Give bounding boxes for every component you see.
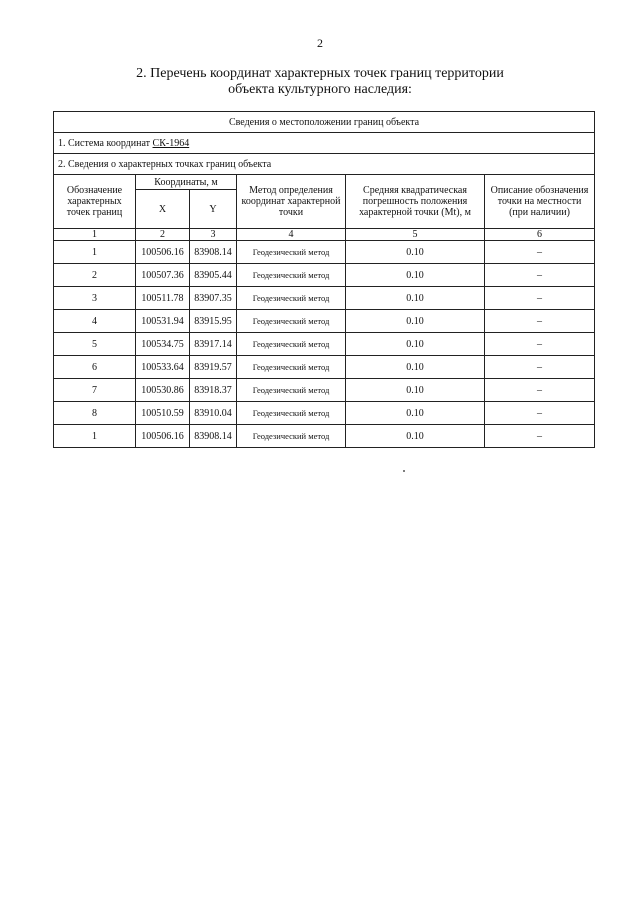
method-cell: Геодезический метод: [237, 264, 346, 287]
accuracy-cell: 0.10: [346, 241, 485, 264]
x-cell: 100533.64: [136, 356, 190, 379]
description-cell: –: [485, 310, 595, 333]
accuracy-cell: 0.10: [346, 310, 485, 333]
table-row: [54, 264, 595, 287]
accuracy-cell: 0.10: [346, 287, 485, 310]
x-cell: 100534.75: [136, 333, 190, 356]
section-header-row: [54, 112, 595, 133]
y-cell: 83917.14: [190, 333, 237, 356]
header-row-1: [54, 175, 595, 190]
column-number: 6: [485, 229, 595, 241]
table-row: [54, 333, 595, 356]
table-row: [54, 402, 595, 425]
description-cell: –: [485, 402, 595, 425]
point-cell: 6: [54, 356, 136, 379]
header-accuracy: Средняя квадратическая погрешность положения характерной точки (Mt), м: [346, 175, 485, 229]
y-cell: 83907.35: [190, 287, 237, 310]
accuracy-cell: 0.10: [346, 264, 485, 287]
x-cell: 100506.16: [136, 425, 190, 448]
y-cell: 83919.57: [190, 356, 237, 379]
point-cell: 7: [54, 379, 136, 402]
y-cell: 83915.95: [190, 310, 237, 333]
header-y: Y: [190, 190, 237, 229]
x-cell: 100506.16: [136, 241, 190, 264]
method-cell: Геодезический метод: [237, 402, 346, 425]
header-designation: Обозначение характерных точек границ: [54, 175, 136, 229]
accuracy-cell: 0.10: [346, 425, 485, 448]
header-description: Описание обозначения точки на местности (при наличии): [485, 175, 595, 229]
coord-system-row: [54, 133, 595, 154]
method-cell: Геодезический метод: [237, 425, 346, 448]
x-cell: 100507.36: [136, 264, 190, 287]
point-cell: 3: [54, 287, 136, 310]
method-cell: Геодезический метод: [237, 287, 346, 310]
title-line-2: объекта культурного наследия:: [228, 82, 412, 97]
y-cell: 83908.14: [190, 425, 237, 448]
coord-system-prefix: 1. Система координат: [58, 137, 153, 149]
point-cell: 1: [54, 425, 136, 448]
x-cell: 100530.86: [136, 379, 190, 402]
column-number: 4: [237, 229, 346, 241]
header-method: Метод определения координат характерной точки: [237, 175, 346, 229]
method-cell: Геодезический метод: [237, 333, 346, 356]
description-cell: –: [485, 264, 595, 287]
page-number: 2: [317, 36, 323, 50]
x-cell: 100511.78: [136, 287, 190, 310]
table-row: [54, 310, 595, 333]
coord-system-cell: [54, 133, 595, 154]
column-number: 1: [54, 229, 136, 241]
method-cell: Геодезический метод: [237, 310, 346, 333]
accuracy-cell: 0.10: [346, 356, 485, 379]
method-cell: Геодезический метод: [237, 241, 346, 264]
point-cell: 1: [54, 241, 136, 264]
description-cell: –: [485, 287, 595, 310]
table-row: [54, 241, 595, 264]
section-header: Сведения о местоположении границ объекта: [54, 112, 595, 133]
table-row: [54, 379, 595, 402]
description-cell: –: [485, 241, 595, 264]
description-cell: –: [485, 333, 595, 356]
description-cell: –: [485, 425, 595, 448]
description-cell: –: [485, 379, 595, 402]
title-line-1: 2. Перечень координат характерных точек границ территории: [136, 66, 504, 81]
x-cell: 100531.94: [136, 310, 190, 333]
table-row: [54, 287, 595, 310]
x-cell: 100510.59: [136, 402, 190, 425]
point-cell: 2: [54, 264, 136, 287]
table-row: [54, 425, 595, 448]
stray-dot: [403, 470, 405, 472]
accuracy-cell: 0.10: [346, 333, 485, 356]
header-coordinates: Координаты, м: [136, 175, 237, 190]
table-row: [54, 356, 595, 379]
coordinates-table: [53, 111, 595, 448]
method-cell: Геодезический метод: [237, 379, 346, 402]
document-title: [0, 66, 640, 98]
point-cell: 8: [54, 402, 136, 425]
column-number: 3: [190, 229, 237, 241]
column-numbers-row: [54, 229, 595, 241]
description-cell: –: [485, 356, 595, 379]
header-x: X: [136, 190, 190, 229]
point-cell: 5: [54, 333, 136, 356]
column-number: 5: [346, 229, 485, 241]
method-cell: Геодезический метод: [237, 356, 346, 379]
column-number: 2: [136, 229, 190, 241]
y-cell: 83918.37: [190, 379, 237, 402]
point-cell: 4: [54, 310, 136, 333]
coord-system-value: СК-1964: [152, 137, 190, 149]
y-cell: 83908.14: [190, 241, 237, 264]
accuracy-cell: 0.10: [346, 379, 485, 402]
y-cell: 83910.04: [190, 402, 237, 425]
y-cell: 83905.44: [190, 264, 237, 287]
points-info: 2. Сведения о характерных точках границ объекта: [54, 154, 595, 175]
points-info-row: [54, 154, 595, 175]
accuracy-cell: 0.10: [346, 402, 485, 425]
